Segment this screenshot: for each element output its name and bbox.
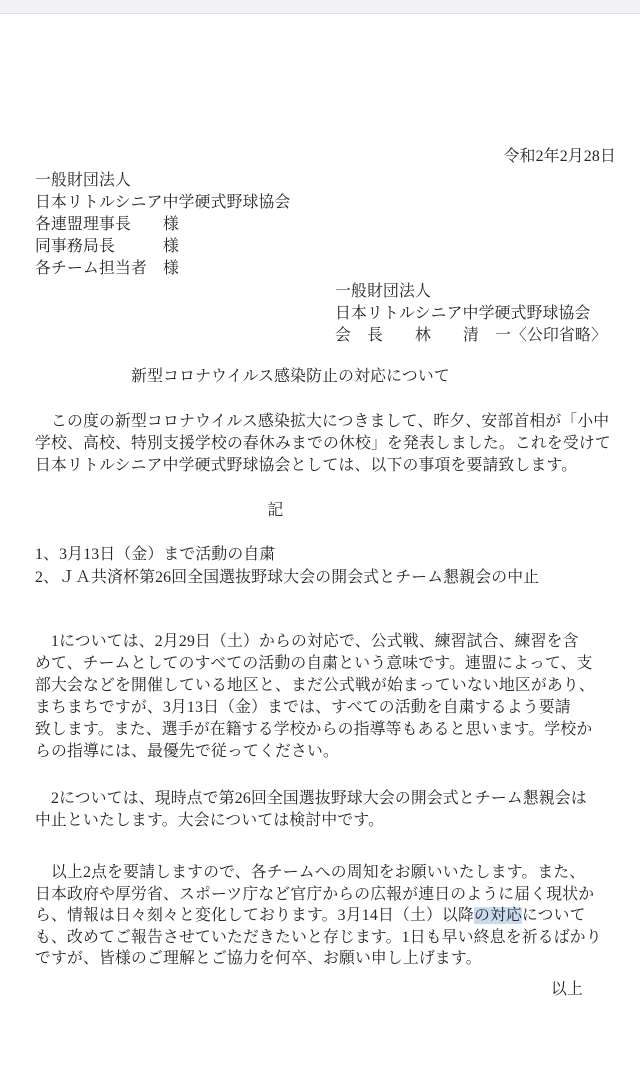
closing-line: も、改めてご報告させていただきたいと存じます。1日も早い終息を祈るばかり [35,928,602,946]
request-items [35,543,616,589]
closing-line: 以上2点を要請しますので、各チームへの周知をお願いいたします。また、 [35,864,586,881]
recipient-line: 一般財団法人 [35,172,131,189]
intro-paragraph [35,411,616,477]
closing-mark: 以上 [551,980,583,998]
recipient-line: 各連盟理事長 様 [35,216,179,233]
closing-line-segment: ら、情報は日々刻々と変化しております。3月14日（土）以降 [35,907,474,924]
status-bar [0,0,640,14]
closing-line-segment: について [521,907,586,924]
request-item: 1、3月13日（金）まで活動の自粛 [35,546,276,563]
recipient-block [35,170,616,280]
detail-paragraph-2 [35,788,616,832]
sender-line: 一般財団法人 [335,283,431,300]
recipient-line: 同事務局長 様 [35,238,179,255]
detail-paragraph-1 [35,631,616,763]
sender-line: 日本リトルシニア中学硬式野球協会 [335,305,591,322]
detail1-line: らの指導には、最優先で従ってください。 [35,743,339,760]
document [0,146,640,1001]
document-date: 令和2年2月28日 [503,148,616,165]
detail1-line: 部大会などを開催している地区と、まだ公式戦が始まっていない地区があり、 [35,677,595,694]
ki-marker: 記 [267,502,284,519]
recipient-line: 各チーム担当者 様 [35,260,179,277]
closing-line: 日本政府や厚労省、スポーツ庁など官庁からの広報が連日のように届く現状か [35,885,595,903]
closing-line: ですが、皆様のご理解とご協力を何卒、お願い申し上げます。 [35,950,482,967]
detail2-line: 2については、現時点で第26回全国選抜野球大会の開会式とチーム懇親会は [35,790,587,807]
closing-line [35,905,616,927]
detail1-line: めて、チームとしてのすべての活動の自粛という意味です。連盟によって、支 [35,655,593,672]
intro-line: この度の新型コロナウイルス感染拡大につきまして、昨夕、安部首相が「小中 [35,413,610,430]
detail2-line: 中止といたします。大会については検討中です。 [35,812,385,829]
intro-line: 学校、高校、特別支援学校の春休みまでの休校」を発表しました。これを受けて [35,435,611,452]
detail1-line: 致します。また、選手が在籍する学校からの指導等もあると思います。学校か [35,721,593,738]
detail1-line: まちまちですが、3月13日（金）までは、すべての活動を自粛するよう要請 [35,699,571,716]
intro-line: 日本リトルシニア中学硬式野球協会としては、以下の事項を要請致します。 [35,457,578,474]
document-title: 新型コロナウイルス感染防止の対応について [131,368,450,385]
selected-text-highlight: の対応 [473,907,522,924]
request-item: 2、ＪＡ共済杯第26回全国選抜野球大会の開会式とチーム懇親会の中止 [35,569,540,586]
detail1-line: 1については、2月29日（土）からの対応で、公式戦、練習試合、練習を含 [35,633,579,650]
sender-line: 会 長 林 清 一〈公印省略〉 [335,327,607,344]
recipient-line: 日本リトルシニア中学硬式野球協会 [35,194,291,211]
closing-paragraph [35,862,616,970]
sender-block [335,281,616,347]
